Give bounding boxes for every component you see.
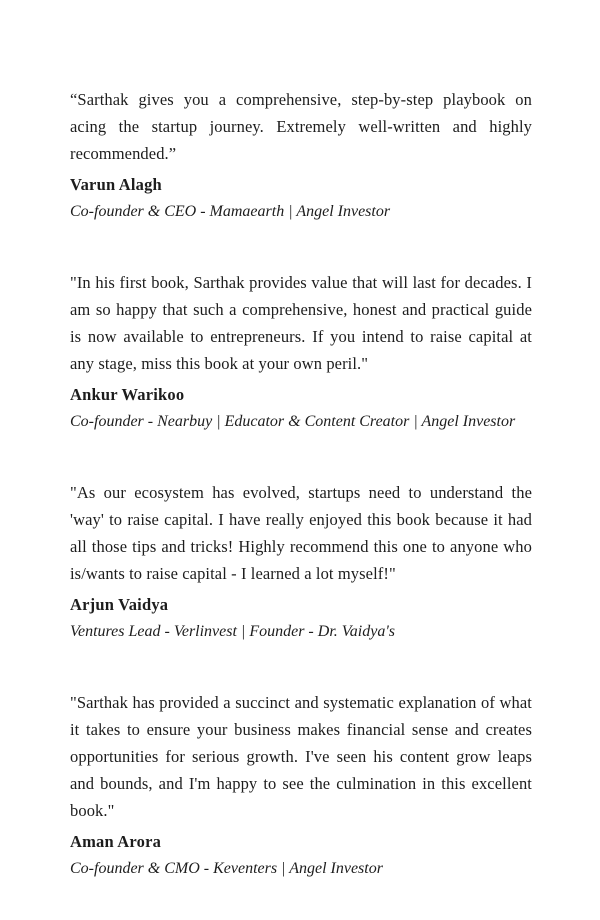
testimonials-section	[70, 86, 532, 920]
testimonial-role: Co-founder & CEO - Mamaearth | Angel Investor	[70, 203, 391, 220]
testimonial-role: Co-founder & CMO - Keventers | Angel Investor	[70, 860, 383, 877]
testimonial-quote: "Sarthak has provided a succinct and systematic explanation of what it takes to ensure your business makes financial sense and creates opportunities for serious growth. I've seen his content grow leaps and bounds, and I'm happy to see the culmination in this excellent book."	[70, 693, 532, 820]
testimonial-block	[70, 86, 532, 225]
testimonial-quote: "As our ecosystem has evolved, startups need to understand the 'way' to raise capital. I have really enjoyed this book because it had all those tips and tricks! Highly recommend this one to anyone who is/wants to raise capital - I learned a lot myself!"	[70, 483, 532, 583]
testimonial-block	[70, 479, 532, 645]
testimonial-role: Co-founder - Nearbuy | Educator & Content Creator | Angel Investor	[70, 413, 516, 430]
testimonial-quote: “Sarthak gives you a comprehensive, step-by-step playbook on acing the startup journey. Extremely well-written and highly recommended.”	[70, 90, 532, 163]
testimonial-quote: "In his first book, Sarthak provides value that will last for decades. I am so happy that such a comprehensive, honest and practical guide is now available to entrepreneurs. If you intend to raise capital at any stage, miss this book at your own peril."	[70, 273, 532, 373]
testimonial-block	[70, 269, 532, 435]
testimonial-author: Aman Arora	[70, 832, 162, 851]
testimonial-author: Ankur Warikoo	[70, 385, 185, 404]
testimonial-author: Varun Alagh	[70, 175, 162, 194]
testimonial-role: Ventures Lead - Verlinvest | Founder - Dr. Vaidya's	[70, 623, 395, 640]
testimonial-block	[70, 689, 532, 882]
testimonial-author: Arjun Vaidya	[70, 595, 169, 614]
